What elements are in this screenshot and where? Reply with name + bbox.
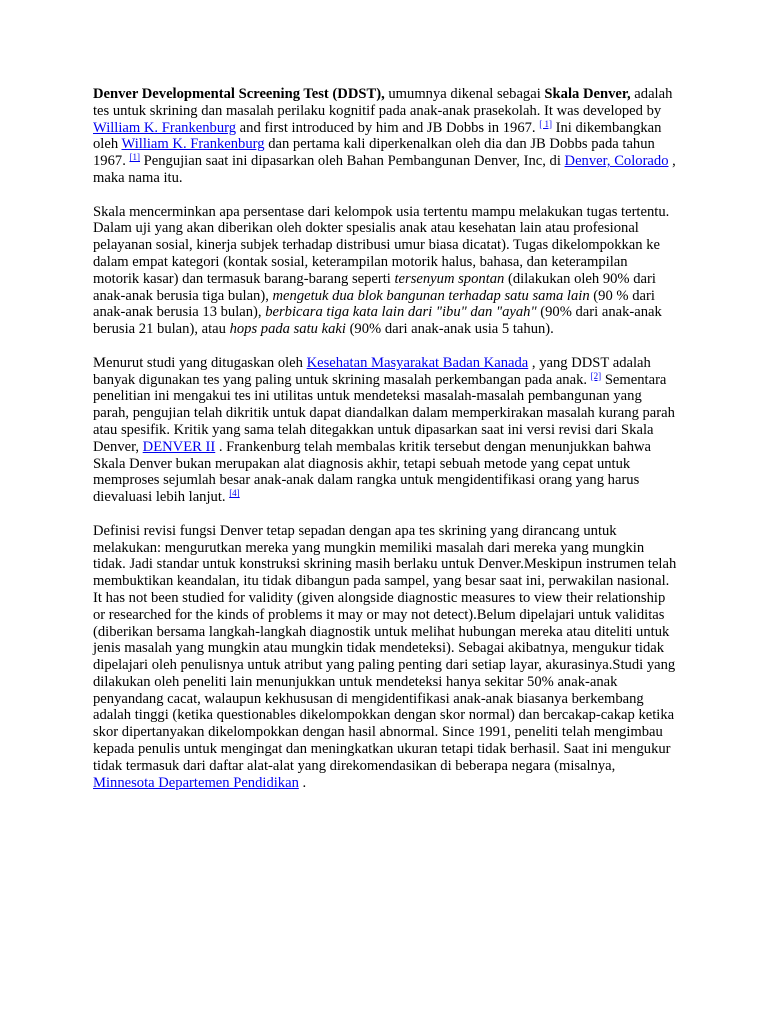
paragraph-definition [93, 523, 677, 792]
task-example: mengetuk dua blok bangunan terhadap satu sama lain [272, 287, 590, 304]
link-william-frankenburg[interactable]: William K. Frankenburg [93, 119, 237, 136]
task-example: berbicara tiga kata lain dari "ibu" dan "ayah" [265, 304, 537, 321]
text: and first introduced by him and JB Dobbs in 1967. [236, 119, 540, 136]
text: , maka nama itu. [93, 153, 676, 186]
term-skala-denver: Skala Denver, [544, 86, 631, 102]
text: (90% dari anak-anak usia 5 tahun). [345, 321, 554, 338]
paragraph-intro [93, 86, 677, 187]
text: . [298, 774, 307, 791]
paragraph-scale [93, 204, 677, 338]
footnote-ref-4[interactable]: [4] [229, 488, 240, 499]
task-example: tersenyum spontan [394, 270, 505, 287]
text: Pengujian saat ini dipasarkan oleh Bahan Pembangunan Denver, Inc, di [139, 153, 565, 170]
text: Ini dikembangkan oleh [93, 119, 662, 153]
footnote-ref-1[interactable]: [ 1] [539, 118, 552, 129]
term-ddst: Denver Developmental Screening Test (DDST), [93, 86, 385, 102]
text: Definisi revisi fungsi Denver tetap sepadan dengan apa tes skrining yang dirancang untuk melakukan: mengurutkan mereka yang mungkin memiliki masalah dari mereka yang mungkin tidak. Jadi standar untuk konstruksi skrining masih berlaku untuk Denver.Meskipun instrumen telah membuktikan keandalan, itu tidak dibangun pada sampel, yang besar saat ini, perwakilan nasional. It has not been studied for validity (given alongside diagnostic measures to view their relationship or researched for the kinds of problems it may or may not detect).Belum dipelajari untuk validitas (diberikan bersama langkah-langkah diagnostik untuk melihat hubungan mereka atau diteliti untuk jenis masalah yang mungkin atau mungkin tidak mendeteksi). Sebagai akibatnya, mengukur tidak dipelajari oleh penulisnya untuk atribut yang paling penting dari setiap layar, akurasinya.Studi yang dilakukan oleh peneliti lain menunjukkan untuk mendeteksi hanya sekitar 50% anak-anak penyandang cacat, walaupun kekhususan di mengidentifikasi anak-anak biasanya berkembang adalah tinggi (ketika questionables dikelompokkan dengan skor normal) dan bercakap-cakap ketika skor dipertanyakan dikelompokkan dengan hasil abnormal. Since 1991, peneliti telah mengimbau kepada penulis untuk mengingat dan meningkatkan ukuran tetapi tidak berhasil. Saat ini mengukur tidak termasuk dari daftar alat-alat yang direkomendasikan di beberapa negara (misalnya, [93, 522, 677, 774]
link-minnesota-education[interactable]: Minnesota Departemen Pendidikan [93, 774, 299, 791]
link-public-health-agency-canada[interactable]: Kesehatan Masyarakat Badan Kanada [306, 354, 529, 371]
text: Sementara penelitian ini mengakui tes ini utilitas untuk mendeteksi masalah-masalah pembangunan yang parah, pengujian telah dikritik untuk dapat diandalkan dalam memperkirakan masalah kurang parah atau spesifik. Kritik yang sama telah ditegakkan untuk dipasarkan saat ini versi revisi dari Skala Denver, [93, 371, 675, 455]
article-body [93, 86, 677, 808]
text: (90% dari anak-anak berusia 21 bulan), atau [93, 304, 662, 338]
text: . Frankenburg telah membalas kritik tersebut dengan menunjukkan bahwa Skala Denver bukan merupakan alat diagnosis akhir, tetapi sebuah metode yang cepat untuk memproses sejumlah besar anak-anak dalam rangka untuk mengidentifikasi orang yang harus dievaluasi lebih lanjut. [93, 438, 652, 506]
footnote-ref-1b[interactable]: [1] [129, 152, 140, 163]
footnote-ref-2[interactable]: [2] [590, 370, 602, 381]
task-example: hops pada satu kaki [229, 321, 346, 338]
link-denver-ii[interactable]: DENVER II [142, 438, 216, 455]
text: , yang DDST adalah banyak digunakan tes yang paling untuk skrining masalah perkembangan pada anak. [93, 354, 651, 388]
paragraph-study [93, 355, 677, 506]
text: Menurut studi yang ditugaskan oleh [93, 354, 307, 371]
text: Skala mencerminkan apa persentase dari kelompok usia tertentu mampu melakukan tugas tertentu. Dalam uji yang akan diberikan oleh dokter spesialis anak atau kesehatan lain atau profesional pelayanan sosial, kinerja subjek terhadap distribusi umur biasa dicatat). Tugas dikelompokkan ke dalam empat kategori (kontak sosial, keterampilan motorik halus, bahasa, dan keterampilan motorik kasar) dan termasuk barang-barang seperti [93, 203, 670, 287]
text: dan pertama kali diperkenalkan oleh dia dan JB Dobbs pada tahun 1967. [93, 136, 655, 170]
link-william-frankenburg-2[interactable]: William K. Frankenburg [121, 136, 265, 153]
text: umumnya dikenal sebagai [384, 86, 545, 102]
text: (dilakukan oleh 90% dari anak-anak berusia tiga bulan), [93, 270, 656, 304]
link-denver-colorado[interactable]: Denver, Colorado [564, 153, 669, 170]
text: (90 % dari anak-anak berusia 13 bulan), [93, 287, 655, 321]
text: adalah tes untuk skrining dan masalah perilaku kognitif pada anak-anak prasekolah. It was developed by [93, 86, 673, 119]
